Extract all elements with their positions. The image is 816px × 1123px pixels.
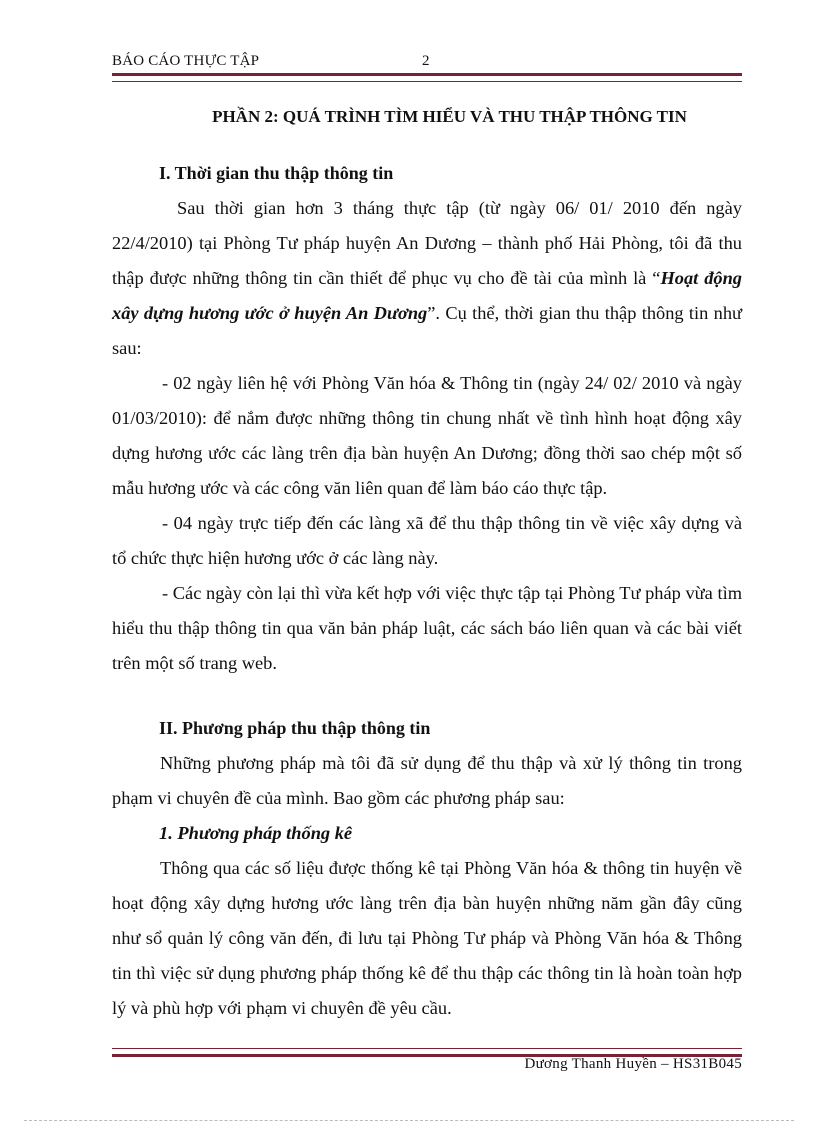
section-2-intro: Những phương pháp mà tôi đã sử dụng để thu thập và xử lý thông tin trong phạm vi chuyên đề của mình. Bao gồm các phương pháp sau: (112, 753, 742, 808)
report-title: BÁO CÁO THỰC TẬP (112, 53, 260, 69)
part-title: PHẦN 2: QUÁ TRÌNH TÌM HIỂU VÀ THU THẬP THÔNG TIN (212, 107, 687, 126)
list-item: - 04 ngày trực tiếp đến các làng xã để thu thập thông tin về việc xây dựng và tổ chức thực hiện hương ước ở các làng này. (112, 513, 742, 568)
subsection-1-heading: 1. Phương pháp thống kê (159, 823, 353, 843)
subsection-1-text: Thông qua các số liệu được thống kê tại Phòng Văn hóa & thông tin huyện về hoạt động xây dựng hương ước làng trên địa bàn huyện những năm gần đây cũng như sổ quản lý công văn đến, đi lưu tại Phòng Tư pháp và Phòng Văn hóa & Thông tin thì việc sử dụng phương pháp thống kê để thu thập các thông tin là hoàn toàn hợp lý và phù hợp với phạm vi chuyên đề yêu cầu. (112, 858, 742, 1018)
section-1-heading: I. Thời gian thu thập thông tin (159, 163, 394, 183)
section-2-heading: II. Phương pháp thu thập thông tin (159, 718, 431, 738)
page-number: 2 (422, 53, 430, 69)
list-item: - 02 ngày liên hệ với Phòng Văn hóa & Thông tin (ngày 24/ 02/ 2010 và ngày 01/03/2010): để nắm được những thông tin chung nhất về tình hình hoạt động xây dựng hương ước các làng trên địa bàn huyện An Dương; đồng thời sao chép một số mẫu hương ước và các công văn liên quan để làm báo cáo thực tập. (112, 373, 742, 498)
page-body (112, 100, 742, 1026)
topic-title: Hoạt động xây dựng hương ước ở huyện An Dương (112, 268, 743, 323)
header-rule (112, 73, 742, 82)
page-footer: Dương Thanh Huyền – HS31B045 (524, 1056, 742, 1072)
list-item: - Các ngày còn lại thì vừa kết hợp với việc thực tập tại Phòng Tư pháp vừa tìm hiểu thu thập thông tin qua văn bản pháp luật, các sách báo liên quan và các bài viết trên một số trang web. (112, 583, 742, 673)
page-header (112, 50, 742, 72)
section-1-intro: Sau thời gian hơn 3 tháng thực tập (từ ngày 06/ 01/ 2010 đến ngày 22/4/2010) tại Phòng Tư pháp huyện An Dương – thành phố Hải Phòng, tôi đã thu thập được những thông tin cần thiết để phục vụ cho đề tài của mình là “Hoạt động xây dựng hương ước ở huyện An Dương”. Cụ thể, thời gian thu thập thông tin như sau: (112, 198, 743, 358)
page-edge (24, 1120, 794, 1121)
